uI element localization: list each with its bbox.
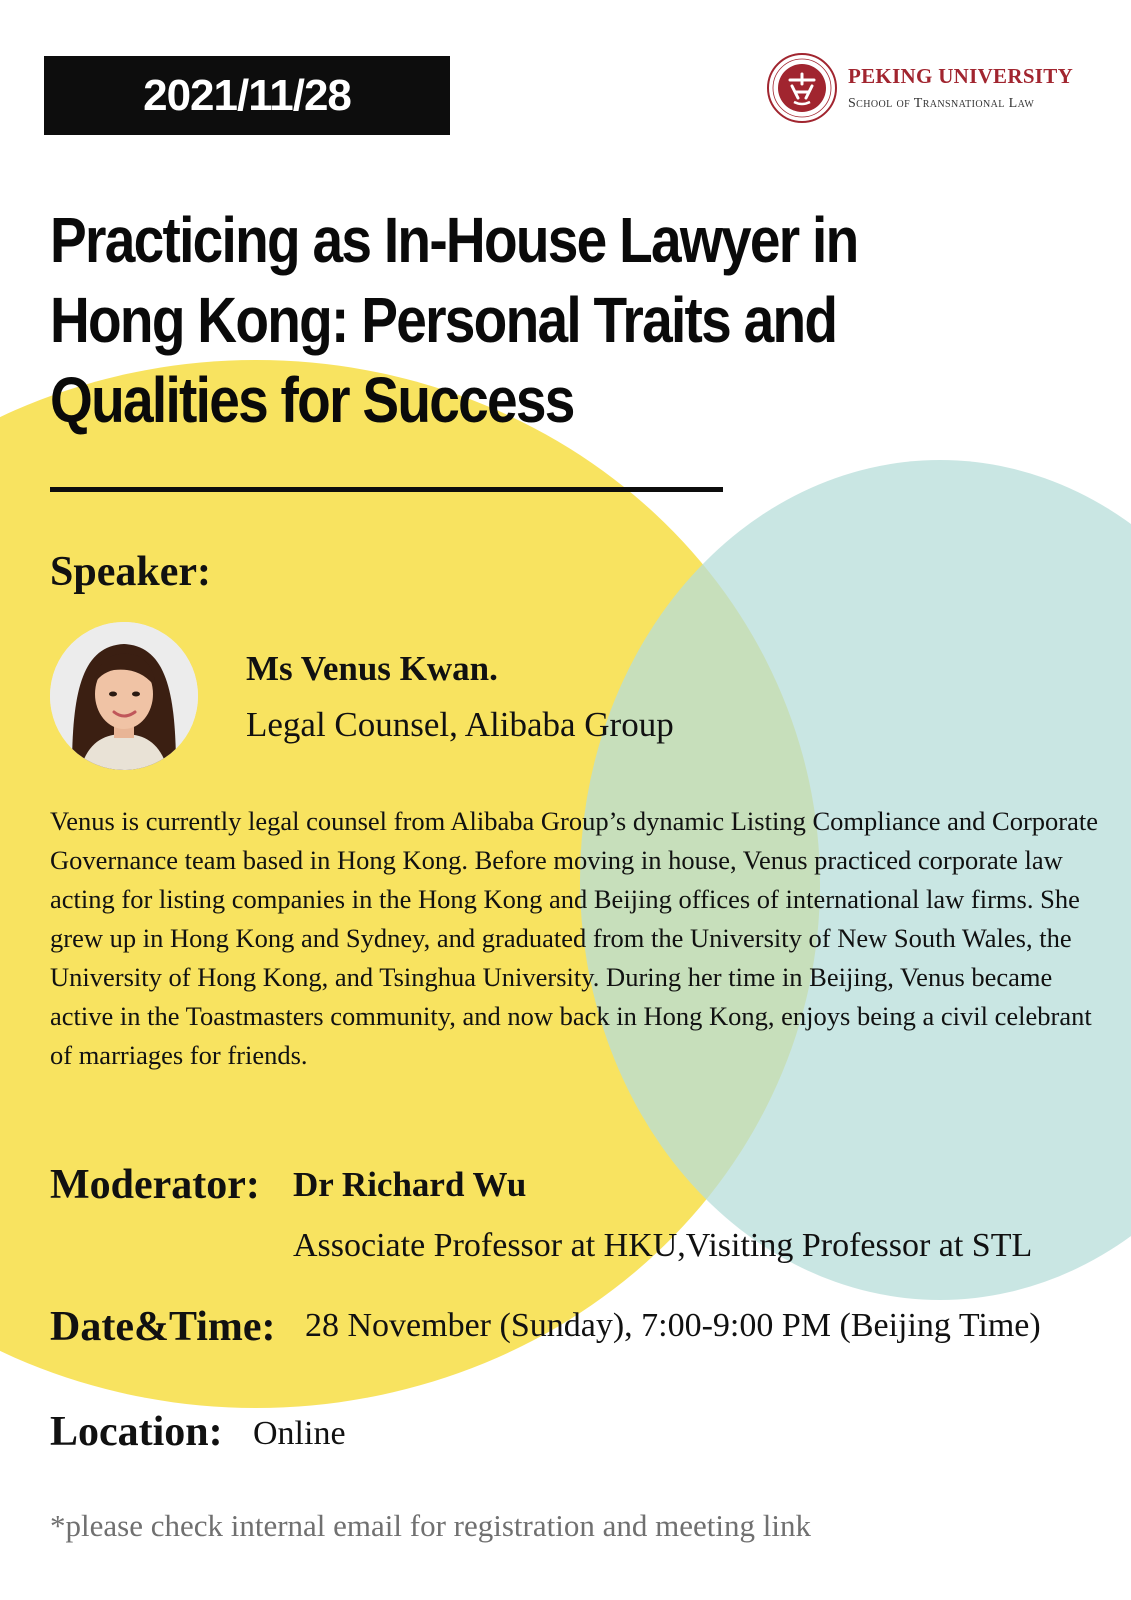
peking-university-seal-icon bbox=[766, 52, 838, 124]
title-divider bbox=[50, 487, 723, 492]
moderator-label: Moderator: bbox=[50, 1162, 260, 1208]
speaker-photo-icon bbox=[50, 622, 198, 770]
event-date: 2021/11/28 bbox=[143, 70, 351, 120]
logo-university-name: PEKING UNIVERSITY bbox=[848, 64, 1074, 88]
datetime-value: 28 November (Sunday), 7:00-9:00 PM (Beijing Time) bbox=[305, 1307, 1041, 1344]
speaker-heading: Speaker: bbox=[50, 549, 211, 595]
event-title: Practicing as In-House Lawyer in Hong Kong: Personal Traits and Qualities for Success bbox=[50, 204, 858, 436]
university-logo bbox=[766, 52, 1096, 128]
date-banner bbox=[44, 56, 450, 135]
moderator-title: Associate Professor at HKU,Visiting Professor at STL bbox=[293, 1227, 1033, 1264]
moderator-name: Dr Richard Wu bbox=[293, 1165, 527, 1204]
location-label: Location: bbox=[50, 1409, 223, 1455]
registration-note: *please check internal email for registration and meeting link bbox=[50, 1508, 811, 1543]
speaker-role: Legal Counsel, Alibaba Group bbox=[246, 705, 674, 744]
logo-school-name: School of Transnational Law bbox=[848, 96, 1035, 111]
datetime-label: Date&Time: bbox=[50, 1304, 276, 1350]
speaker-avatar bbox=[50, 622, 198, 770]
speaker-name: Ms Venus Kwan. bbox=[246, 649, 498, 688]
speaker-bio: Venus is currently legal counsel from Alibaba Group’s dynamic Listing Compliance and Corporate Governance team based in Hong Kong. Before moving in house, Venus practiced corporate law acting for listing companies in the Hong Kong and Beijing offices of international law firms. She grew up in Hong Kong and Sydney, and graduated from the University of New South Wales, the University of Hong Kong, and Tsinghua University. During her time in Beijing, Venus became active in the Toastmasters community, and now back in Hong Kong, enjoys being a civil celebrant of marriages for friends. bbox=[50, 806, 1098, 1070]
location-value: Online bbox=[253, 1415, 346, 1452]
